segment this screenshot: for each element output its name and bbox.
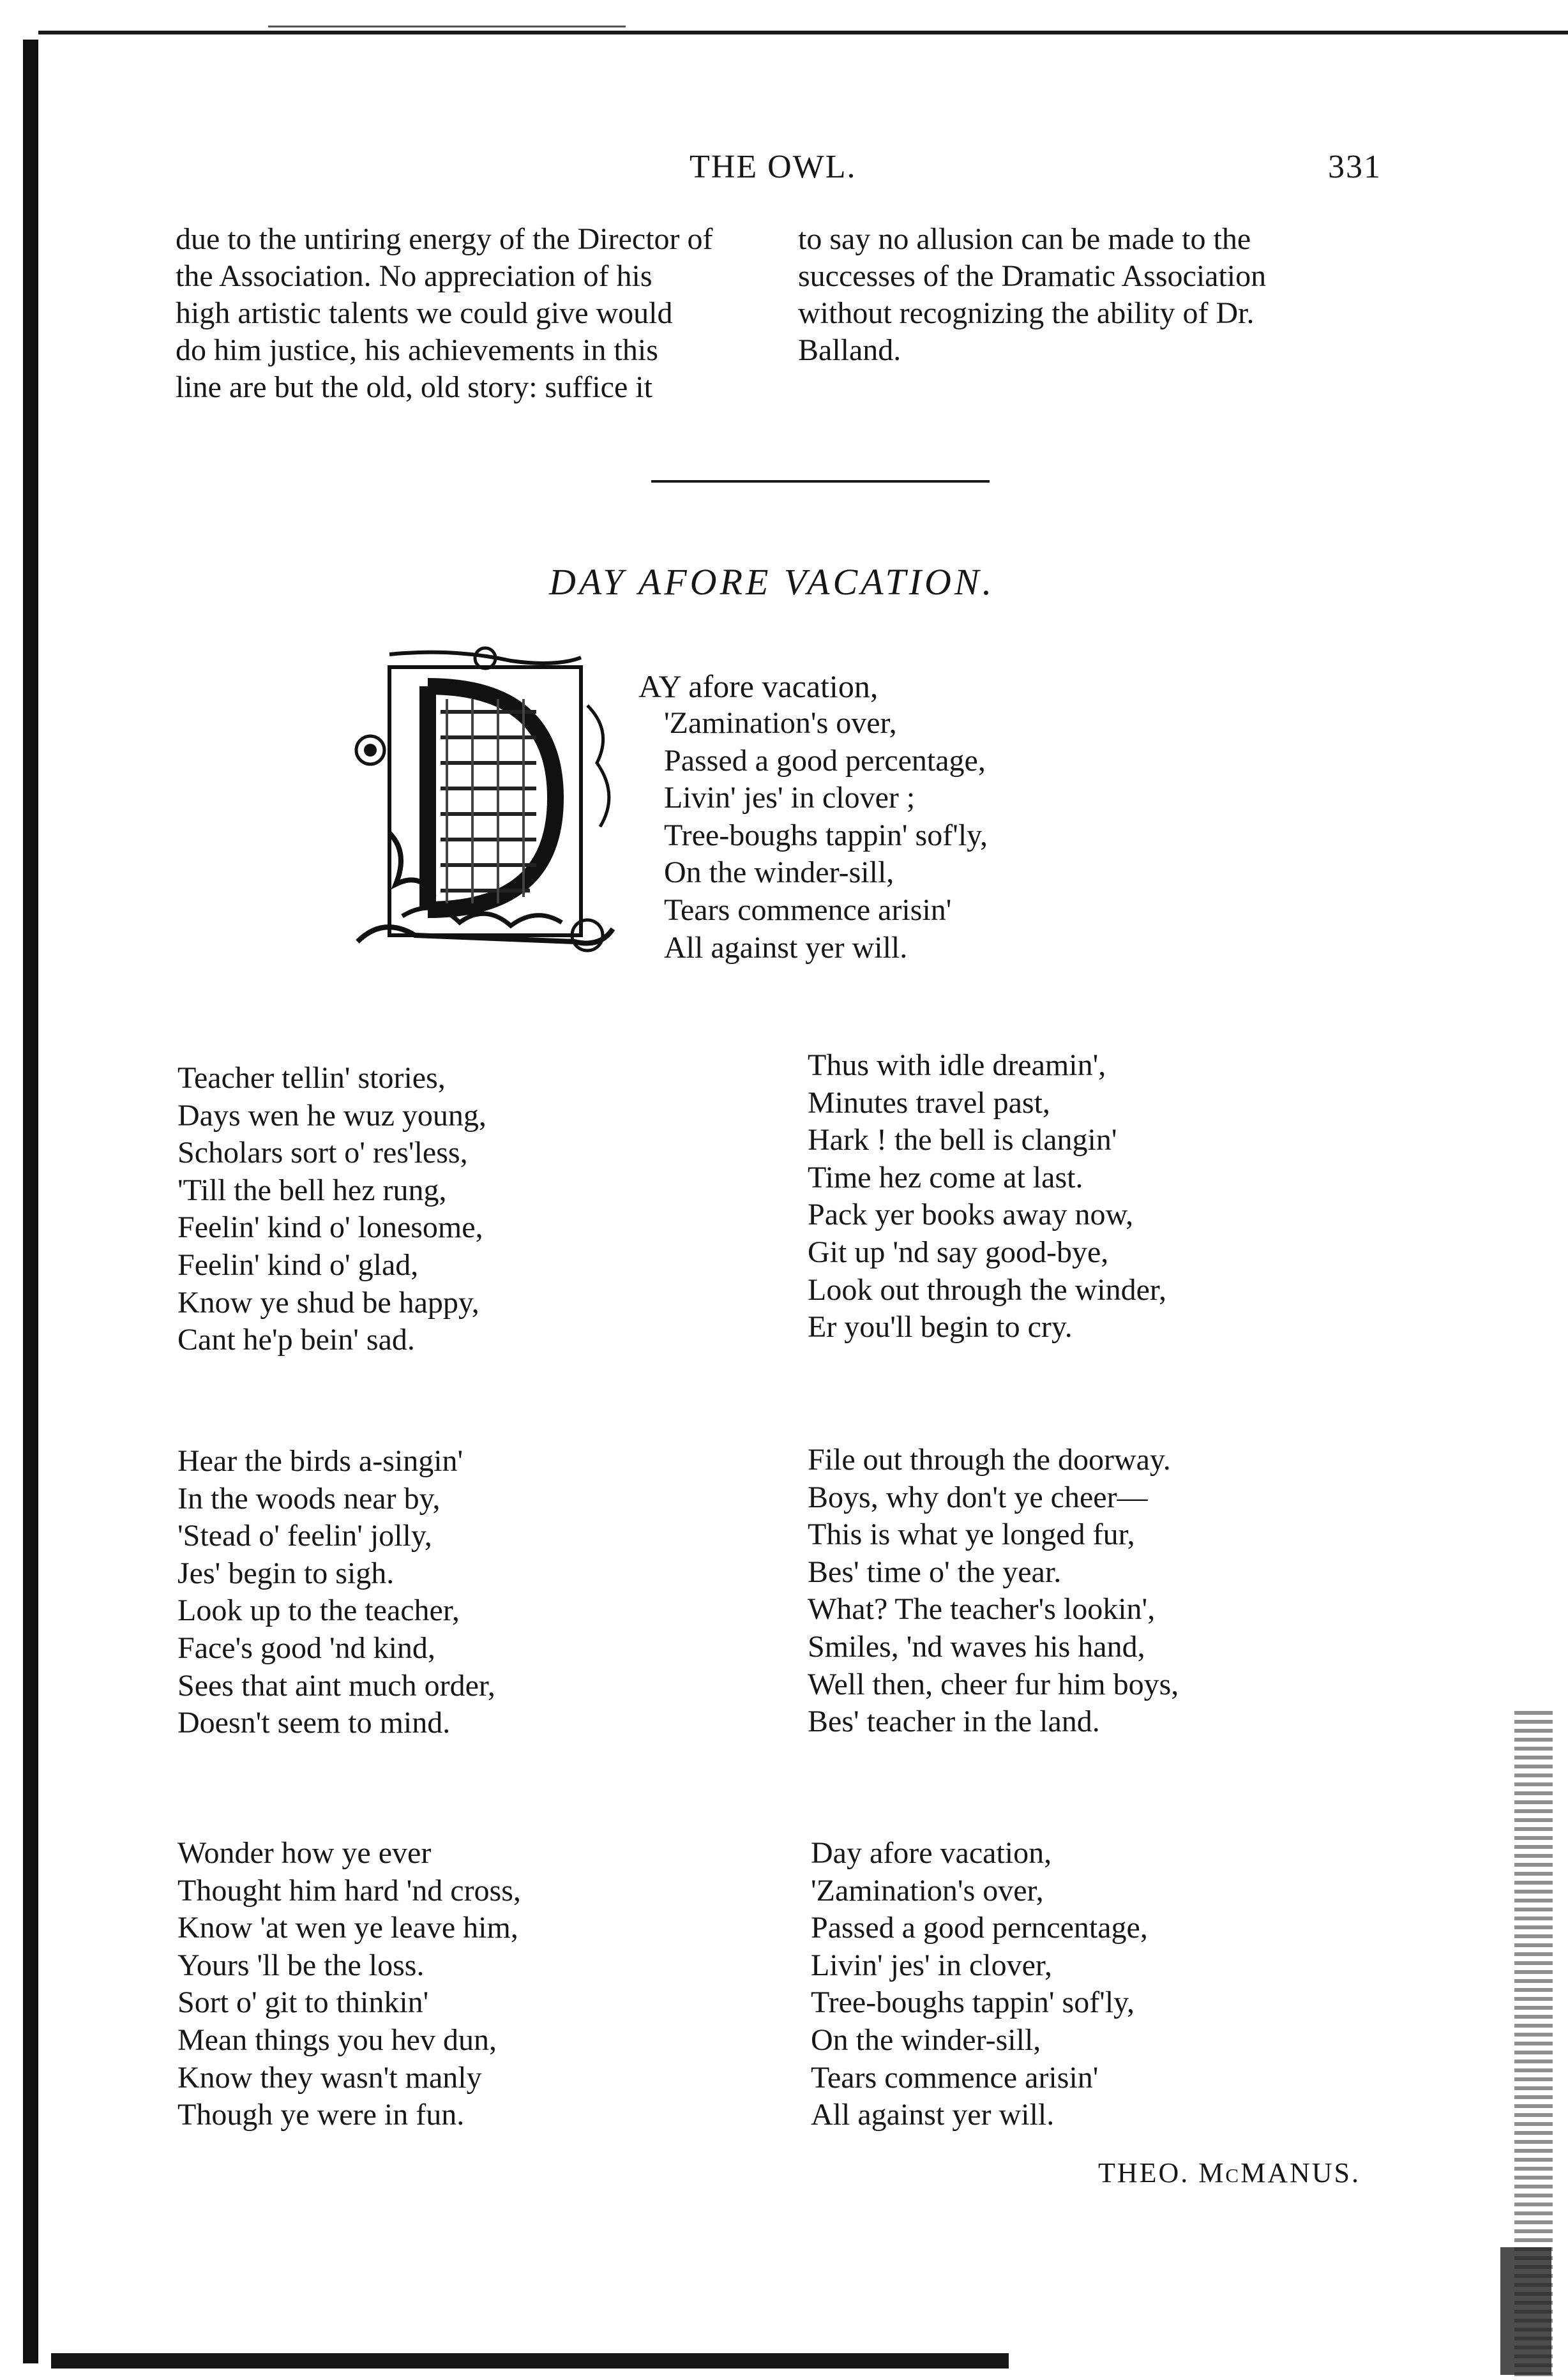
section-divider: [651, 480, 990, 483]
poem-line: File out through the doorway.: [808, 1443, 1171, 1477]
prose-line: to say no allusion can be made to the: [798, 222, 1251, 256]
poem-line: 'Till the bell hez rung,: [177, 1173, 447, 1207]
poem-line: Smiles, 'nd waves his hand,: [808, 1629, 1145, 1664]
running-title: THE OWL.: [690, 149, 857, 185]
stanza-3: [177, 1443, 495, 1742]
poem-line: Face's good 'nd kind,: [177, 1631, 435, 1665]
binding-shadow: [23, 40, 38, 2363]
poem-line: Thought him hard 'nd cross,: [177, 1873, 521, 1908]
poem-line: This is what ye longed fur,: [808, 1518, 1135, 1552]
poem-line: Though ye were in fun.: [177, 2098, 465, 2132]
poem-line: Know ye shud be happy,: [177, 1285, 479, 1320]
prose-line: Balland.: [798, 333, 901, 367]
poem-line: Passed a good percentage,: [664, 743, 986, 778]
poem-line: Livin' jes' in clover ;: [664, 781, 916, 815]
poem-line: Scholars sort o' res'less,: [177, 1136, 468, 1170]
stanza-1: [664, 705, 988, 967]
poem-line: Er you'll begin to cry.: [808, 1310, 1073, 1344]
poem-line: Tears commence arisin': [811, 2060, 1099, 2095]
poem-title: DAY AFORE VACATION.: [549, 561, 995, 603]
stanza-7: [811, 1835, 1148, 2134]
prose-line: line are but the old, old story: suffice it: [176, 370, 652, 404]
prose-line: successes of the Dramatic Association: [798, 259, 1267, 293]
ornamental-drop-cap: [345, 642, 626, 986]
poem-line: Hark ! the bell is clangin': [808, 1123, 1117, 1157]
scan-edge-noise-bottom: [1500, 2247, 1551, 2375]
prose-right-column: [798, 221, 1392, 369]
poem-line: 'Zamination's over,: [664, 706, 897, 740]
poem-line: On the winder-sill,: [664, 855, 894, 890]
poem-line: Sort o' git to thinkin': [177, 1985, 429, 2020]
poem-line: In the woods near by,: [177, 1481, 441, 1516]
stanza-2: [177, 1060, 486, 1359]
poem-line: Feelin' kind o' lonesome,: [177, 1210, 483, 1245]
poem-line: What? The teacher's lookin',: [808, 1592, 1156, 1627]
poem-line: Minutes travel past,: [808, 1085, 1050, 1120]
prose-line: the Association. No appreciation of his: [176, 259, 652, 293]
poem-line: Day afore vacation,: [811, 1836, 1052, 1870]
poem-line: 'Stead o' feelin' jolly,: [177, 1519, 432, 1553]
poem-line: Jes' begin to sigh.: [177, 1556, 395, 1590]
poem-line: Well then, cheer fur him boys,: [808, 1667, 1179, 1701]
prose-line: high artistic talents we could give would: [176, 296, 673, 330]
poem-line: Tree-boughs tappin' sof'ly,: [811, 1985, 1135, 2020]
top-rule: [38, 31, 1568, 34]
prose-line: without recognizing the ability of Dr.: [798, 296, 1255, 330]
poem-line: Thus with idle dreamin',: [808, 1048, 1106, 1082]
page-number: 331: [1328, 149, 1382, 185]
poem-line: Git up 'nd say good-bye,: [808, 1235, 1109, 1269]
poem-line: Sees that aint much order,: [177, 1668, 495, 1703]
poem-line: All against yer will.: [811, 2098, 1055, 2132]
prose-line: due to the untiring energy of the Director of: [176, 222, 713, 256]
poem-line: Bes' time o' the year.: [808, 1555, 1062, 1589]
prose-line: do him justice, his achievements in this: [176, 333, 658, 367]
poem-line: Tree-boughs tappin' sof'ly,: [664, 818, 988, 852]
poem-line: Yours 'll be the loss.: [177, 1948, 425, 1982]
poem-line: Know 'at wen ye leave him,: [177, 1911, 518, 1945]
poem-line: Bes' teacher in the land.: [808, 1705, 1100, 1739]
poem-line: All against yer will.: [664, 930, 908, 965]
poem-line: Know they wasn't manly: [177, 2060, 482, 2095]
poem-line: Feelin' kind o' glad,: [177, 1247, 419, 1282]
poem-line: Days wen he wuz young,: [177, 1098, 486, 1133]
first-line-rest: AY afore vacation,: [638, 668, 878, 704]
top-thin-rule: [268, 26, 626, 27]
poem-line: Doesn't seem to mind.: [177, 1706, 451, 1740]
poem-line: Boys, why don't ye cheer—: [808, 1480, 1148, 1514]
prose-left-column: [176, 221, 763, 406]
poem-line: Livin' jes' in clover,: [811, 1948, 1052, 1982]
poem-line: 'Zamination's over,: [811, 1873, 1044, 1908]
poem-line: On the winder-sill,: [811, 2022, 1041, 2057]
poem-line: Pack yer books away now,: [808, 1198, 1134, 1232]
poem-line: Time hez come at last.: [808, 1160, 1083, 1194]
stanza-6: [808, 1442, 1179, 1741]
stanza-5: [808, 1047, 1166, 1346]
poem-line: Look up to the teacher,: [177, 1593, 460, 1628]
poem-line: Cant he'p bein' sad.: [177, 1323, 415, 1357]
poem-line: Teacher tellin' stories,: [177, 1061, 446, 1095]
bottom-rule: [51, 2353, 1009, 2369]
poem-line: Mean things you hev dun,: [177, 2022, 497, 2057]
poem-line: Hear the birds a-singin': [177, 1444, 464, 1478]
poem-line: Tears commence arisin': [664, 892, 952, 927]
stanza-4: [177, 1835, 521, 2134]
poem-line: Look out through the winder,: [808, 1272, 1166, 1307]
poem-line: Passed a good perncentage,: [811, 1911, 1148, 1945]
author-signature: THEO. McMANUS.: [1098, 2157, 1361, 2188]
poem-line: Wonder how ye ever: [177, 1836, 432, 1870]
